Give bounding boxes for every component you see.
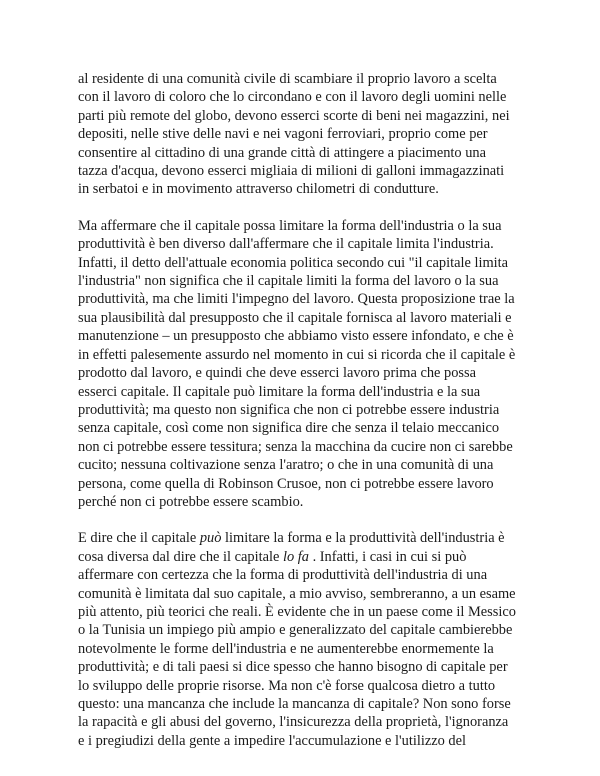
text-line: produttività è ben diverso dall'affermare che il capitale limita l'industria.	[78, 236, 494, 253]
text-segment: E dire che il capitale	[78, 530, 200, 547]
text-line	[78, 548, 530, 566]
emphasis-text: lo fa	[282, 548, 309, 565]
text-line: perché non ci potrebbe essere scambio.	[78, 493, 304, 510]
text-line: depositi, nelle stive delle navi e nei vagoni ferroviari, proprio come per	[78, 126, 488, 143]
paragraph-3	[78, 529, 530, 750]
text-line: Ma affermare che il capitale possa limitare la forma dell'industria o la sua	[78, 217, 502, 234]
text-line: e i pregiudizi della gente a impedire l'accumulazione e l'utilizzo del	[78, 732, 466, 749]
text-line: affermare con certezza che la forma di produttività dell'industria di una	[78, 567, 488, 584]
paragraph-1	[78, 70, 530, 199]
text-line: consentire al cittadino di una grande città di attingere a piacimento una	[78, 144, 486, 161]
text-line	[78, 529, 530, 547]
text-line: produttività, ma che limiti l'impegno del lavoro. Questa proposizione trae la	[78, 291, 515, 308]
text-line: Infatti, il detto dell'attuale economia politica secondo cui "il capitale limita	[78, 254, 509, 271]
text-line: o la Tunisia un impiego più ampio e generalizzato del capitale cambierebbe	[78, 622, 513, 639]
document-page	[78, 70, 530, 768]
text-line: senza capitale, così come non significa dire che senza il telaio meccanico	[78, 420, 500, 437]
text-line: manutenzione – un presupposto che abbiamo visto essere infondato, e che è	[78, 328, 514, 345]
paragraph-2	[78, 217, 530, 512]
text-line: parti più remote del globo, devono esserci scorte di beni nei magazzini, nei	[78, 107, 510, 124]
text-line: prodotto dal lavoro, e quindi che deve esserci lavoro prima che possa	[78, 365, 477, 382]
emphasis-text: può	[199, 530, 222, 547]
text-line: produttività; e di tali paesi si dice spesso che hanno bisogno di capitale per	[78, 659, 508, 676]
text-segment: cosa diversa dal dire che il capitale	[78, 548, 283, 565]
text-line: notevolmente le forme dell'industria e ne aumenterebbe enormemente la	[78, 640, 494, 657]
text-line: cucito; nessuna coltivazione senza l'aratro; o che in una comunità di una	[78, 457, 494, 474]
text-line: produttività; ma questo non significa che non ci potrebbe essere industria	[78, 401, 500, 418]
text-line: lo sviluppo delle proprie risorse. Ma non c'è forse qualcosa dietro a tutto	[78, 677, 496, 694]
text-line: non ci potrebbe essere tessitura; senza la macchina da cucire non ci sarebbe	[78, 438, 513, 455]
text-line: persona, come quella di Robinson Crusoe, non ci potrebbe essere lavoro	[78, 475, 494, 492]
text-segment: limitare la forma e la produttività dell'industria è	[221, 530, 505, 547]
text-line: in serbatoi e in movimento attraverso chilometri di condutture.	[78, 181, 439, 198]
text-line: in effetti palesemente assurdo nel momento in cui si ricorda che il capitale è	[78, 346, 516, 363]
text-line: questo: una mancanza che include la mancanza di capitale? Non sono forse	[78, 696, 511, 712]
text-line: tazza d'acqua, devono esserci migliaia di milioni di galloni immagazzinati	[78, 163, 505, 180]
text-segment: . Infatti, i casi in cui si può	[308, 548, 467, 565]
text-line: la rapacità e gli abusi del governo, l'insicurezza della proprietà, l'ignoranza	[78, 714, 509, 731]
text-line: comunità è limitata dal suo capitale, a mio avviso, sembreranno, a un esame	[78, 585, 516, 602]
text-line: sua plausibilità dal presupposto che il capitale fornisca al lavoro materiali e	[78, 309, 512, 326]
text-line: esserci capitale. Il capitale può limitare la forma dell'industria e la sua	[78, 383, 481, 400]
text-line: con il lavoro di coloro che lo circondano e con il lavoro degli uomini nelle	[78, 89, 507, 106]
text-line: al residente di una comunità civile di scambiare il proprio lavoro a scelta	[78, 71, 497, 87]
text-line: l'industria" non significa che il capitale limiti la forma del lavoro o la sua	[78, 273, 499, 290]
text-line: più attento, più teorici che reali. È evidente che in un paese come il Messico	[78, 603, 516, 620]
